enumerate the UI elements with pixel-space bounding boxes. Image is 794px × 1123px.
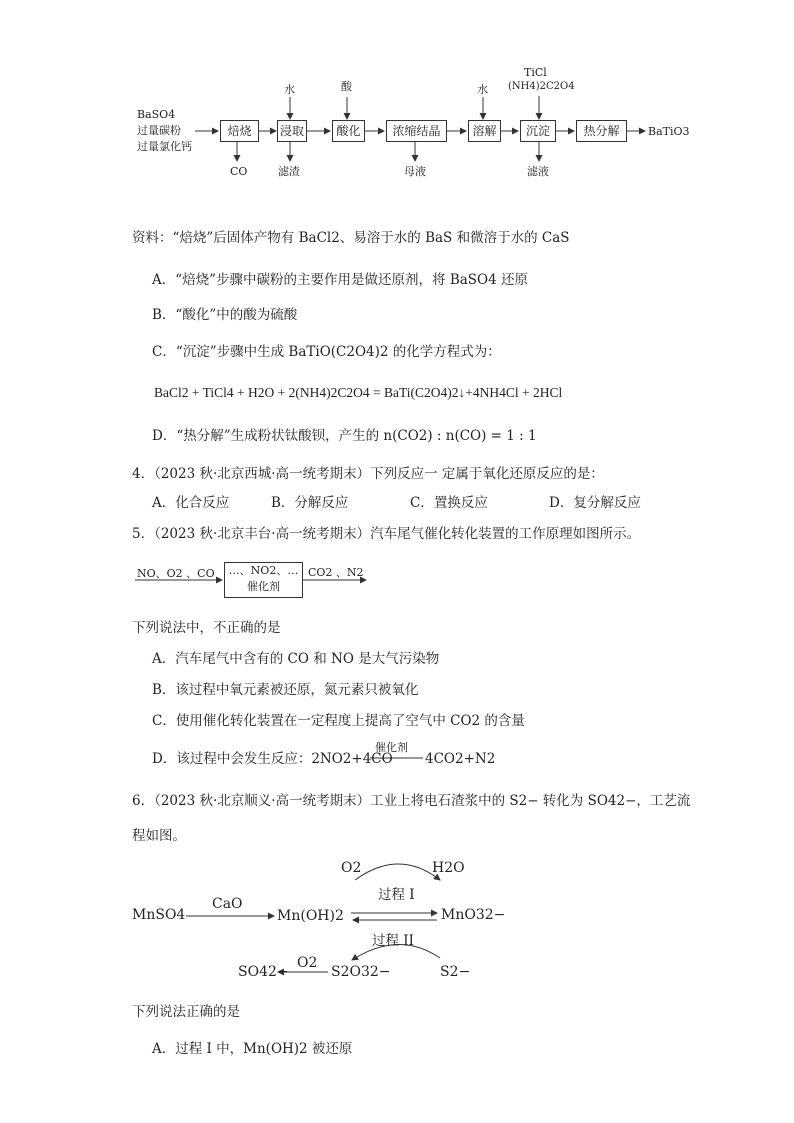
q6-option-a: A．过程 I 中，Mn(OH)2 被还原 xyxy=(152,1041,353,1057)
q6-mnoh2: Mn(OH)2 xyxy=(277,908,344,924)
q6-h2o: H2O xyxy=(432,860,465,876)
flow-above-acid: 酸 xyxy=(341,80,352,93)
q6-cao: CaO xyxy=(212,896,243,912)
q6-mnso4: MnSO4 xyxy=(132,907,186,923)
q6-s2: S2− xyxy=(440,964,471,980)
q5-option-d-condition: 催化剂 xyxy=(375,741,408,754)
flow-input-cacl2: 过量氯化钙 xyxy=(137,140,192,153)
q4-option-c: C．置换反应 xyxy=(410,495,488,511)
q5-diagram-input: NO、O2 、CO xyxy=(137,567,215,580)
q6-o2-bottom: O2 xyxy=(297,955,318,971)
q6-process-1: 过程 I xyxy=(378,887,415,903)
flow-product: BaTiO3 xyxy=(648,125,690,138)
q5-option-d-post: 4CO2+N2 xyxy=(425,751,496,767)
flow-step-roast: 焙烧 xyxy=(220,120,259,142)
flow-below-co: CO xyxy=(230,165,248,178)
flow-step-acidify: 酸化 xyxy=(332,120,365,142)
q5-diagram-output: CO2 、N2 xyxy=(308,566,364,579)
q5-option-a: A．汽车尾气中含有的 CO 和 NO 是大气污染物 xyxy=(152,651,440,667)
q4-option-a: A．化合反应 xyxy=(152,495,230,511)
q5-prompt: 下列说法中，不正确的是 xyxy=(132,620,281,636)
q6-s2o3: S2O32− xyxy=(331,964,391,980)
q4-option-b: B．分解反应 xyxy=(271,495,349,511)
q3-option-d: D．“热分解”生成粉状钛酸钡，产生的 n(CO2) : n(CO) = 1 : 1 xyxy=(152,428,537,444)
q5-option-d-pre: D．该过程中会发生反应：2NO2+4CO xyxy=(152,751,393,767)
q3-option-a: A．“焙烧”步骤中碳粉的主要作用是做还原剂，将 BaSO4 还原 xyxy=(152,272,529,288)
flow-step-concentrate: 浓缩结晶 xyxy=(386,120,447,142)
q6-stem-line1: 6．（2023 秋·北京顺义·高一统考期末）工业上将电石渣浆中的 S2− 转化为 SO42−，工艺流 xyxy=(132,793,691,809)
flow-above-ticl: TiCl xyxy=(524,66,547,79)
q4-option-d: D．复分解反应 xyxy=(549,495,641,511)
q3-option-b: B．“酸化”中的酸为硫酸 xyxy=(152,307,298,323)
flow-step-precipitate: 沉淀 xyxy=(520,120,556,142)
q5-option-b: B．该过程中氧元素被还原，氮元素只被氧化 xyxy=(152,682,419,698)
q5-stem: 5．（2023 秋·北京丰台·高一统考期末）汽车尾气催化转化装置的工作原理如图所示。 xyxy=(132,526,641,542)
q6-so4: SO42− xyxy=(238,964,289,980)
q6-o2-top: O2 xyxy=(341,860,362,876)
flow-below-filtrate: 滤液 xyxy=(527,165,549,178)
q6-mno3: MnO32− xyxy=(441,907,506,923)
q5-diagram-box-bottom: 催化剂 xyxy=(247,580,280,593)
q5-diagram-box-top: …、NO2、… xyxy=(228,564,299,577)
flow-step-leach: 浸取 xyxy=(277,120,307,142)
q6-process-2: 过程 II xyxy=(372,933,414,949)
flow-input-carbon: 过量碳粉 xyxy=(137,124,181,137)
flow-above-water2: 水 xyxy=(477,83,488,96)
q6-stem-line2: 程如图。 xyxy=(132,828,186,844)
flow-step-decompose: 热分解 xyxy=(576,120,627,142)
q6-prompt: 下列说法正确的是 xyxy=(132,1004,240,1020)
q5-option-c: C．使用催化转化装置在一定程度上提高了空气中 CO2 的含量 xyxy=(152,713,525,729)
q5-diagram-box xyxy=(224,562,303,598)
flow-below-residue: 滤渣 xyxy=(278,165,300,178)
flow-below-mother: 母液 xyxy=(404,165,426,178)
flow-input-baso4: BaSO4 xyxy=(137,108,176,121)
q3-note: 资料：“焙烧”后固体产物有 BaCl2、易溶于水的 BaS 和微溶于水的 CaS xyxy=(132,230,570,246)
flow-step-dissolve: 溶解 xyxy=(468,120,501,142)
flow-above-oxalate: (NH4)2C2O4 xyxy=(508,81,575,92)
q3-option-c: C．“沉淀”步骤中生成 BaTiO(C2O4)2 的化学方程式为： xyxy=(152,344,501,360)
flow-above-water1: 水 xyxy=(284,83,295,96)
q3-equation: BaCl2 + TiCl4 + H2O + 2(NH4)2C2O4 = BaTi(C2O4)2↓+4NH4Cl + 2HCl xyxy=(154,385,563,400)
q4-stem: 4．（2023 秋·北京西城·高一统考期末）下列反应一 定属于氧化还原反应的是： xyxy=(132,466,604,482)
